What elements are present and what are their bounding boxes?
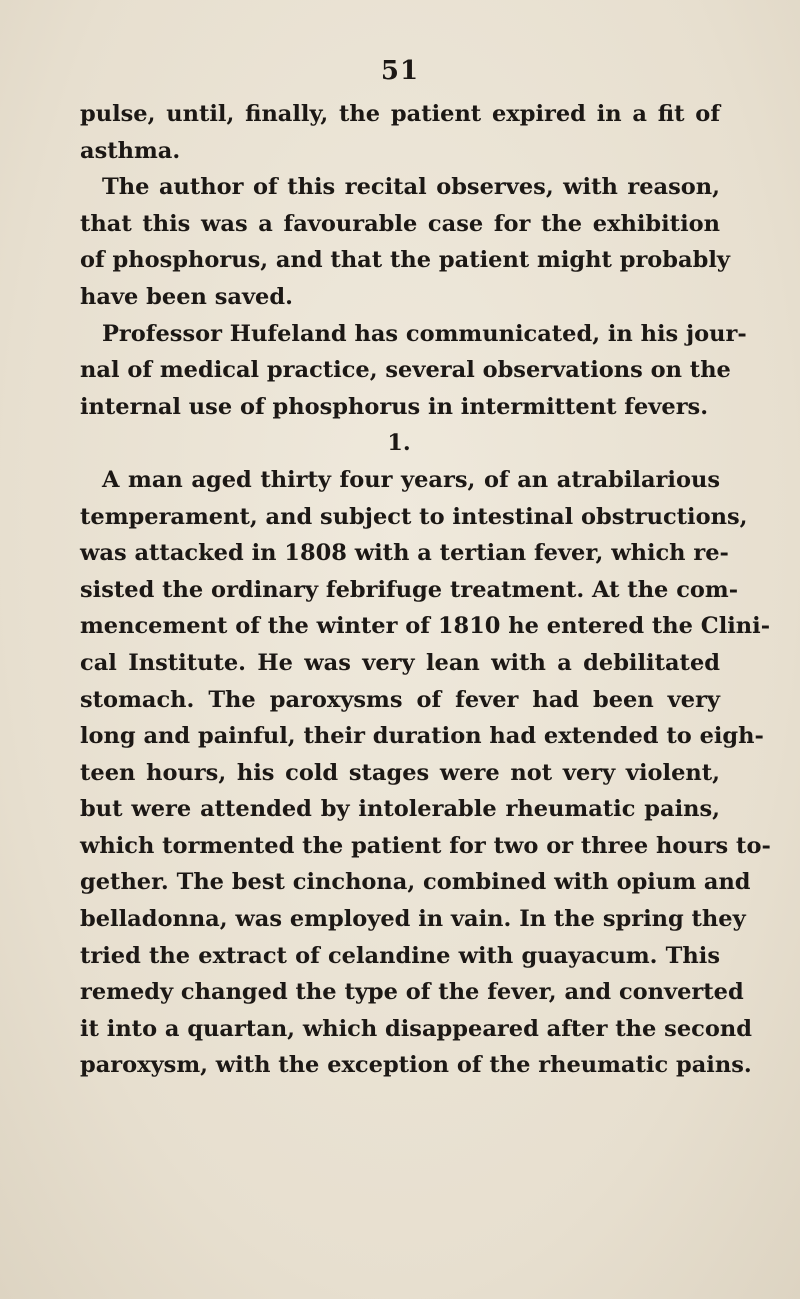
text-line: of phosphorus, and that the patient might probably <box>80 247 730 274</box>
paragraph-start-line: A man aged thirty four years, of an atrabilarious <box>102 466 720 493</box>
text-line: tried the extract of celandine with guayacum. This <box>80 942 720 969</box>
section-number: 1. <box>387 430 411 457</box>
text-line: belladonna, was employed in vain. In the spring they <box>80 906 746 933</box>
text-line: sisted the ordinary febrifuge treatment. At the com- <box>80 576 739 603</box>
page-number: 51 <box>380 56 420 86</box>
text-line: paroxysm, with the exception of the rheumatic pains. <box>80 1052 752 1079</box>
text-line: have been saved. <box>80 283 293 310</box>
text-line: mencement of the winter of 1810 he entered the Clini- <box>80 613 771 640</box>
text-line: teen hours, his cold stages were not very violent, <box>80 759 720 786</box>
body-text <box>80 96 771 1084</box>
text-line: was attacked in 1808 with a tertian fever, which re- <box>80 540 729 567</box>
text-line: gether. The best cinchona, combined with opium and <box>80 869 751 896</box>
text-line: asthma. <box>80 137 181 164</box>
text-line: which tormented the patient for two or three hours to- <box>80 832 771 859</box>
text-line: remedy changed the type of the fever, and converted <box>80 979 744 1006</box>
text-line: temperament, and subject to intestinal obstructions, <box>80 503 748 530</box>
paragraph-start-line: Professor Hufeland has communicated, in his jour- <box>102 320 747 347</box>
text-line: internal use of phosphorus in intermittent fevers. <box>80 393 709 420</box>
text-line: stomach. The paroxysms of fever had been very <box>80 686 720 713</box>
text-line: nal of medical practice, several observations on the <box>80 357 731 384</box>
paragraph-start-line: The author of this recital observes, with reason, <box>102 174 720 201</box>
text-line: that this was a favourable case for the exhibition <box>80 210 720 237</box>
text-line: long and painful, their duration had extended to eigh- <box>80 723 764 750</box>
text-line: pulse, until, finally, the patient expired in a fit of <box>80 101 720 127</box>
text-line: cal Institute. He was very lean with a debilitated <box>80 649 720 676</box>
text-line: but were attended by intolerable rheumatic pains, <box>80 796 720 823</box>
text-line: it into a quartan, which disappeared after the second <box>80 1015 752 1042</box>
